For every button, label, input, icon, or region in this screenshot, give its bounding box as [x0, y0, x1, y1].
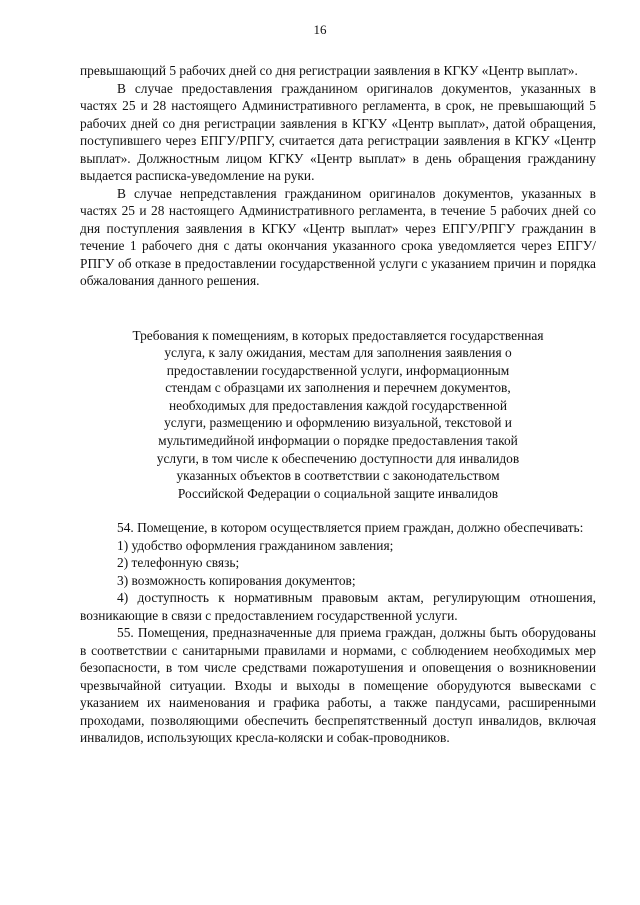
heading-line: указанных объектов в соответствии с законодательством	[176, 468, 500, 484]
clause-55: 55. Помещения, предназначенные для приема граждан, должны быть оборудованы в соответствии с санитарными правилами и нормами, с соблюдением необходимых мер безопасности, в том числе средствами пожаротушения и оповещения о возникновении чрезвычайной ситуации. Входы и выходы в помещение оборудуются вывесками с указанием их наименования и графика работы, а также пандусами, расширенными проходами, позволяющими обеспечить беспрепятственный доступ инвалидов, включая инвалидов, использующих кресла-коляски и собак-проводников.	[80, 625, 596, 746]
document-body	[80, 62, 596, 747]
clause-54-list-item: 4) доступность к нормативным правовым актам, регулирующим отношения, возникающие в связи с предоставлением государственной услуги.	[80, 590, 596, 623]
paragraph-continuation: превышающий 5 рабочих дней со дня регистрации заявления в КГКУ «Центр выплат».	[80, 63, 578, 78]
section-heading	[80, 327, 596, 503]
paragraph-originals-not-submitted: В случае непредставления гражданином оригиналов документов, указанных в частях 25 и 28 настоящего Административного регламента, в течение 5 рабочих дней со дня поступления заявления в КГКУ «Центр выплат» через ЕПГУ/РПГУ гражданин в течение 1 рабочего дня с даты окончания указанного срока уведомляется через ЕПГУ/РПГУ об отказе в предоставлении государственной услуги с указанием причин и порядка обжалования данного решения.	[80, 185, 596, 288]
paragraph-originals-submitted: В случае предоставления гражданином оригиналов документов, указанных в частях 25 и 28 настоящего Административного регламента, в срок, не превышающий 5 рабочих дней со дня регистрации заявления в КГКУ «Центр выплат», датой обращения, поступившего через ЕПГУ/РПГУ, считается дата регистрации заявления в КГКУ «Центр выплат». Должностным лицом КГКУ «Центр выплат» в день обращения гражданину выдается расписка-уведомление на руки.	[80, 80, 596, 183]
heading-line: Российской Федерации о социальной защите инвалидов	[177, 485, 499, 501]
heading-line: Требования к помещениям, в которых предоставляется государственная	[132, 327, 544, 343]
heading-line: необходимых для предоставления каждой государственной	[168, 397, 508, 413]
heading-line: мультимедийной информации о порядке предоставления такой	[158, 433, 518, 449]
heading-line: услуга, к залу ожидания, местам для заполнения заявления о	[164, 345, 512, 361]
clause-54-intro: 54. Помещение, в котором осуществляется прием граждан, должно обеспечивать:	[117, 520, 584, 536]
clause-54-list-item: 3) возможность копирования документов;	[117, 572, 356, 588]
heading-line: стендам с образцами их заполнения и перечнем документов,	[165, 380, 511, 396]
clause-54-list-item: 2) телефонную связь;	[117, 555, 240, 571]
heading-line: услуги, размещению и оформлению визуальной, текстовой и	[164, 415, 512, 431]
heading-line: предоставлении государственной услуги, информационным	[166, 362, 510, 378]
heading-line: услуги, в том числе к обеспечению доступности для инвалидов	[156, 450, 520, 466]
clause-54-list-item: 1) удобство оформления гражданином завления;	[117, 537, 394, 553]
page-number: 16	[313, 22, 327, 37]
